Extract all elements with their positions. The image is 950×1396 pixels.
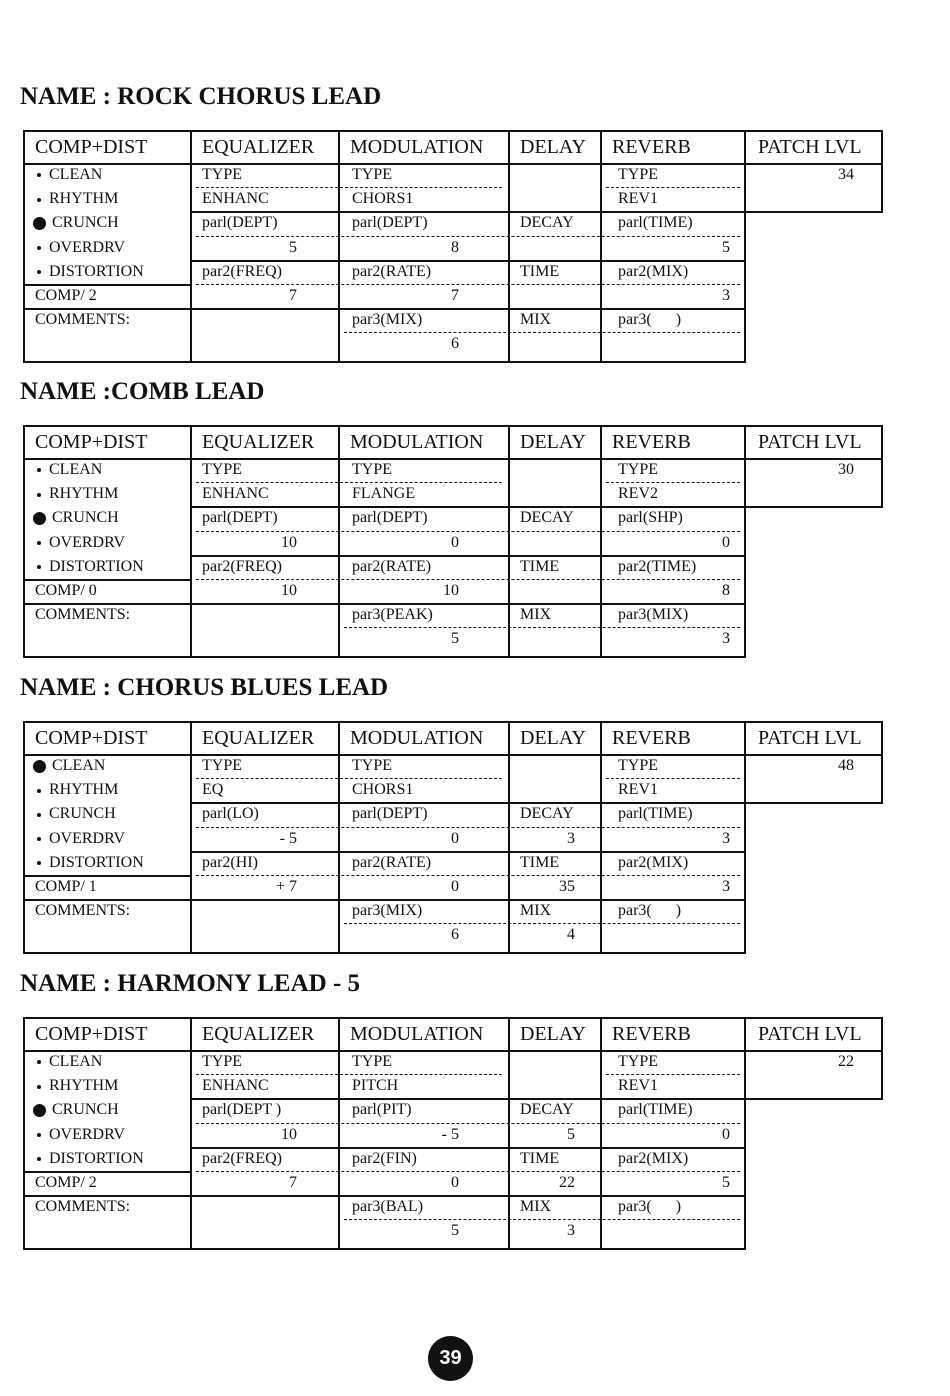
patch-name-heading: NAME : CHORUS BLUES LEAD [20, 674, 389, 701]
mod-type-label: TYPE [352, 757, 392, 774]
comments-label: COMMENTS: [35, 902, 131, 920]
dist-mode-label: DISTORTION [49, 557, 144, 575]
dist-mode-label: OVERDRV [49, 238, 126, 256]
patch-level-value: 30 [838, 461, 854, 478]
dist-mode-option[interactable] [33, 459, 183, 481]
reverb-param2-value: 3 [722, 878, 730, 895]
eq-param2-name: par2(HI) [202, 853, 258, 871]
dist-mode-option[interactable] [33, 483, 183, 505]
eq-param1-value: - 5 [279, 829, 297, 847]
delay-param2-name: TIME [520, 853, 560, 871]
dist-mode-option[interactable] [33, 1099, 183, 1121]
reverb-param1-value: 5 [722, 238, 730, 256]
mod-param2-value: 10 [443, 582, 459, 599]
reverb-param1-value: 0 [722, 1125, 730, 1143]
mod-param3-name: par3(BAL) [352, 1198, 424, 1216]
mod-type-label: TYPE [352, 166, 392, 183]
delay-param3-name: MIX [520, 902, 552, 920]
dist-mode-option[interactable] [33, 261, 183, 283]
mod-type-label: TYPE [352, 461, 392, 478]
dist-mode-label: DISTORTION [49, 262, 144, 280]
reverb-param3-name: par3( ) [618, 902, 682, 920]
reverb-type-label: TYPE [618, 757, 658, 774]
delay-param1-value: 3 [567, 829, 575, 847]
patch-level-header: PATCH LVL [758, 1023, 862, 1045]
eq-param1-name: parl(DEPT ) [202, 1101, 282, 1119]
delay-param1-name: DECAY [520, 509, 574, 527]
eq-param2-name: par2(FREQ) [202, 557, 282, 575]
reverb-param2-value: 3 [722, 287, 730, 304]
bullet-icon [37, 541, 41, 545]
dist-mode-option[interactable] [33, 532, 183, 554]
mod-param1-value: - 5 [441, 1125, 459, 1143]
mod-param2-name: par2(RATE) [352, 262, 432, 280]
dist-mode-option[interactable] [33, 237, 183, 259]
patch-level-value: 22 [838, 1053, 854, 1070]
comp-dist-header: COMP+DIST [35, 431, 148, 453]
patch-name-heading: NAME : HARMONY LEAD - 5 [20, 970, 361, 997]
equalizer-header: EQUALIZER [202, 727, 315, 749]
comp-setting: COMP/ 2 [35, 1174, 97, 1191]
bullet-icon [37, 246, 41, 250]
reverb-type-label: TYPE [618, 1053, 658, 1070]
reverb-param3-value: 3 [722, 630, 730, 648]
patch-settings-table [23, 425, 883, 658]
dist-mode-label: RHYTHM [49, 1077, 119, 1095]
bullet-icon [37, 198, 41, 202]
patch-settings-table [23, 1017, 883, 1250]
patch-sheet [20, 969, 885, 1259]
bullet-icon [37, 861, 41, 865]
bullet-icon [37, 789, 41, 793]
mod-param1-value: 8 [451, 238, 459, 256]
reverb-param1-name: parl(TIME) [618, 1101, 693, 1119]
patch-level-header: PATCH LVL [758, 431, 862, 453]
reverb-header: REVERB [612, 1023, 691, 1045]
mod-param3-name: par3(PEAK) [352, 606, 433, 624]
mod-type-value: PITCH [352, 1077, 399, 1095]
delay-param3-name: MIX [520, 606, 552, 624]
mod-param2-name: par2(RATE) [352, 853, 432, 871]
mod-param1-value: 0 [451, 829, 459, 847]
reverb-param1-name: parl(TIME) [618, 214, 693, 232]
equalizer-header: EQUALIZER [202, 136, 315, 158]
mod-param1-name: parl(DEPT) [352, 214, 428, 232]
modulation-header: MODULATION [350, 431, 484, 453]
mod-param2-value: 0 [451, 878, 459, 895]
patch-name-heading: NAME : ROCK CHORUS LEAD [20, 83, 382, 110]
mod-param3-value: 5 [451, 1222, 459, 1240]
eq-param1-name: parl(LO) [202, 805, 259, 823]
delay-param1-name: DECAY [520, 214, 574, 232]
modulation-header: MODULATION [350, 136, 484, 158]
mod-param3-value: 6 [451, 926, 459, 944]
eq-type-value: ENHANC [202, 485, 269, 503]
mod-param2-name: par2(FIN) [352, 1149, 417, 1167]
bullet-icon [37, 1085, 41, 1089]
eq-type-label: TYPE [202, 166, 242, 183]
dist-mode-option[interactable] [33, 556, 183, 578]
mod-param3-value: 6 [451, 335, 459, 353]
reverb-param2-name: par2(MIX) [618, 262, 689, 280]
eq-param2-value: 10 [281, 582, 297, 599]
mod-param1-name: parl(DEPT) [352, 805, 428, 823]
delay-param1-value: 5 [567, 1125, 575, 1143]
equalizer-header: EQUALIZER [202, 431, 315, 453]
selected-bullet-icon [33, 1104, 46, 1117]
reverb-param1-name: parl(SHP) [618, 509, 683, 527]
eq-param2-name: par2(FREQ) [202, 1149, 282, 1167]
selected-bullet-icon [33, 512, 46, 525]
dist-mode-label: CLEAN [49, 461, 103, 478]
dist-mode-label: RHYTHM [49, 485, 119, 503]
patch-level-value: 48 [838, 757, 854, 774]
patch-level-header: PATCH LVL [758, 727, 862, 749]
reverb-param2-name: par2(TIME) [618, 557, 697, 575]
dist-mode-option[interactable] [33, 828, 183, 850]
selected-bullet-icon [33, 217, 46, 230]
dist-mode-option[interactable] [33, 212, 183, 234]
dist-mode-option[interactable] [33, 1124, 183, 1146]
mod-type-label: TYPE [352, 1053, 392, 1070]
selected-bullet-icon [33, 760, 46, 773]
mod-param3-name: par3(MIX) [352, 311, 423, 329]
reverb-header: REVERB [612, 727, 691, 749]
dist-mode-label: DISTORTION [49, 1149, 144, 1167]
bullet-icon [37, 565, 41, 569]
reverb-header: REVERB [612, 136, 691, 158]
eq-type-value: ENHANC [202, 190, 269, 208]
reverb-param2-name: par2(MIX) [618, 853, 689, 871]
dist-mode-label: CRUNCH [52, 214, 119, 232]
mod-param2-value: 7 [451, 287, 459, 304]
reverb-param2-name: par2(MIX) [618, 1149, 689, 1167]
bullet-icon [37, 468, 41, 472]
reverb-type-value: REV1 [618, 1077, 658, 1095]
reverb-param3-name: par3( ) [618, 311, 682, 329]
mod-param1-name: parl(PIT) [352, 1101, 412, 1119]
reverb-param3-name: par3(MIX) [618, 606, 689, 624]
bullet-icon [37, 1060, 41, 1064]
patch-sheet [20, 673, 885, 963]
eq-param2-value: 7 [289, 287, 297, 304]
reverb-type-label: TYPE [618, 166, 658, 183]
dist-mode-option[interactable] [33, 1148, 183, 1170]
mod-param1-name: parl(DEPT) [352, 509, 428, 527]
delay-param2-name: TIME [520, 262, 560, 280]
comp-setting: COMP/ 0 [35, 582, 97, 599]
reverb-param2-value: 8 [722, 582, 730, 599]
mod-param2-value: 0 [451, 1174, 459, 1191]
modulation-header: MODULATION [350, 727, 484, 749]
reverb-param1-value: 0 [722, 533, 730, 551]
delay-param2-value: 35 [559, 878, 575, 895]
reverb-type-label: TYPE [618, 461, 658, 478]
dist-mode-label: CRUNCH [52, 1101, 119, 1119]
bullet-icon [37, 837, 41, 841]
eq-type-value: EQ [202, 781, 224, 799]
eq-param2-value: 7 [289, 1174, 297, 1191]
patch-sheet [20, 82, 885, 372]
comp-dist-header: COMP+DIST [35, 727, 148, 749]
dist-mode-label: CRUNCH [52, 509, 119, 527]
dist-mode-option[interactable] [33, 755, 183, 777]
comp-dist-header: COMP+DIST [35, 136, 148, 158]
delay-header: DELAY [520, 1023, 586, 1045]
patch-level-header: PATCH LVL [758, 136, 862, 158]
dist-mode-label: OVERDRV [49, 533, 126, 551]
bullet-icon [37, 173, 41, 177]
mod-param3-name: par3(MIX) [352, 902, 423, 920]
dist-mode-option[interactable] [33, 803, 183, 825]
modulation-header: MODULATION [350, 1023, 484, 1045]
mod-type-value: FLANGE [352, 485, 416, 503]
dist-mode-option[interactable] [33, 164, 183, 186]
delay-param1-name: DECAY [520, 805, 574, 823]
mod-param3-value: 5 [451, 630, 459, 648]
comments-label: COMMENTS: [35, 606, 131, 624]
patch-sheet [20, 377, 885, 667]
dist-mode-label: CLEAN [52, 757, 106, 774]
mod-type-value: CHORS1 [352, 781, 414, 799]
reverb-param1-value: 3 [722, 829, 730, 847]
delay-param2-value: 22 [559, 1174, 575, 1191]
eq-param1-value: 5 [289, 238, 297, 256]
reverb-type-value: REV1 [618, 190, 658, 208]
delay-param3-value: 3 [567, 1222, 575, 1240]
eq-param2-value: + 7 [275, 878, 297, 895]
comp-setting: COMP/ 1 [35, 878, 97, 895]
eq-param1-name: parl(DEPT) [202, 214, 278, 232]
bullet-icon [37, 493, 41, 497]
dist-mode-label: CLEAN [49, 1053, 103, 1070]
patch-settings-table [23, 721, 883, 954]
page-number-badge: 39 [428, 1336, 473, 1381]
delay-header: DELAY [520, 431, 586, 453]
reverb-param2-value: 5 [722, 1174, 730, 1191]
mod-param1-value: 0 [451, 533, 459, 551]
eq-type-value: ENHANC [202, 1077, 269, 1095]
dist-mode-option[interactable] [33, 779, 183, 801]
dist-mode-label: CRUNCH [49, 805, 116, 823]
delay-param2-name: TIME [520, 1149, 560, 1167]
delay-header: DELAY [520, 136, 586, 158]
comments-label: COMMENTS: [35, 311, 131, 329]
dist-mode-label: DISTORTION [49, 853, 144, 871]
dist-mode-label: CLEAN [49, 166, 103, 183]
dist-mode-label: RHYTHM [49, 781, 119, 799]
patch-settings-table [23, 130, 883, 363]
eq-param1-name: parl(DEPT) [202, 509, 278, 527]
patch-name-heading: NAME :COMB LEAD [20, 378, 265, 405]
dist-mode-option[interactable] [33, 188, 183, 210]
bullet-icon [37, 813, 41, 817]
bullet-icon [37, 1133, 41, 1137]
delay-header: DELAY [520, 727, 586, 749]
reverb-param1-name: parl(TIME) [618, 805, 693, 823]
dist-mode-label: OVERDRV [49, 1125, 126, 1143]
dist-mode-option[interactable] [33, 1075, 183, 1097]
bullet-icon [37, 270, 41, 274]
eq-type-label: TYPE [202, 461, 242, 478]
delay-param3-value: 4 [567, 926, 575, 944]
patch-level-value: 34 [838, 166, 854, 183]
eq-param1-value: 10 [281, 1125, 297, 1143]
reverb-type-value: REV2 [618, 485, 658, 503]
dist-mode-option[interactable] [33, 852, 183, 874]
delay-param3-name: MIX [520, 1198, 552, 1216]
reverb-param3-name: par3( ) [618, 1198, 682, 1216]
reverb-type-value: REV1 [618, 781, 658, 799]
comp-setting: COMP/ 2 [35, 287, 97, 304]
dist-mode-option[interactable] [33, 1051, 183, 1073]
eq-type-label: TYPE [202, 1053, 242, 1070]
comp-dist-header: COMP+DIST [35, 1023, 148, 1045]
eq-param2-name: par2(FREQ) [202, 262, 282, 280]
eq-type-label: TYPE [202, 757, 242, 774]
mod-type-value: CHORS1 [352, 190, 414, 208]
mod-param2-name: par2(RATE) [352, 557, 432, 575]
dist-mode-label: RHYTHM [49, 190, 119, 208]
comments-label: COMMENTS: [35, 1198, 131, 1216]
reverb-header: REVERB [612, 431, 691, 453]
delay-param2-name: TIME [520, 557, 560, 575]
eq-param1-value: 10 [281, 533, 297, 551]
delay-param3-name: MIX [520, 311, 552, 329]
bullet-icon [37, 1157, 41, 1161]
dist-mode-label: OVERDRV [49, 829, 126, 847]
dist-mode-option[interactable] [33, 507, 183, 529]
equalizer-header: EQUALIZER [202, 1023, 315, 1045]
delay-param1-name: DECAY [520, 1101, 574, 1119]
